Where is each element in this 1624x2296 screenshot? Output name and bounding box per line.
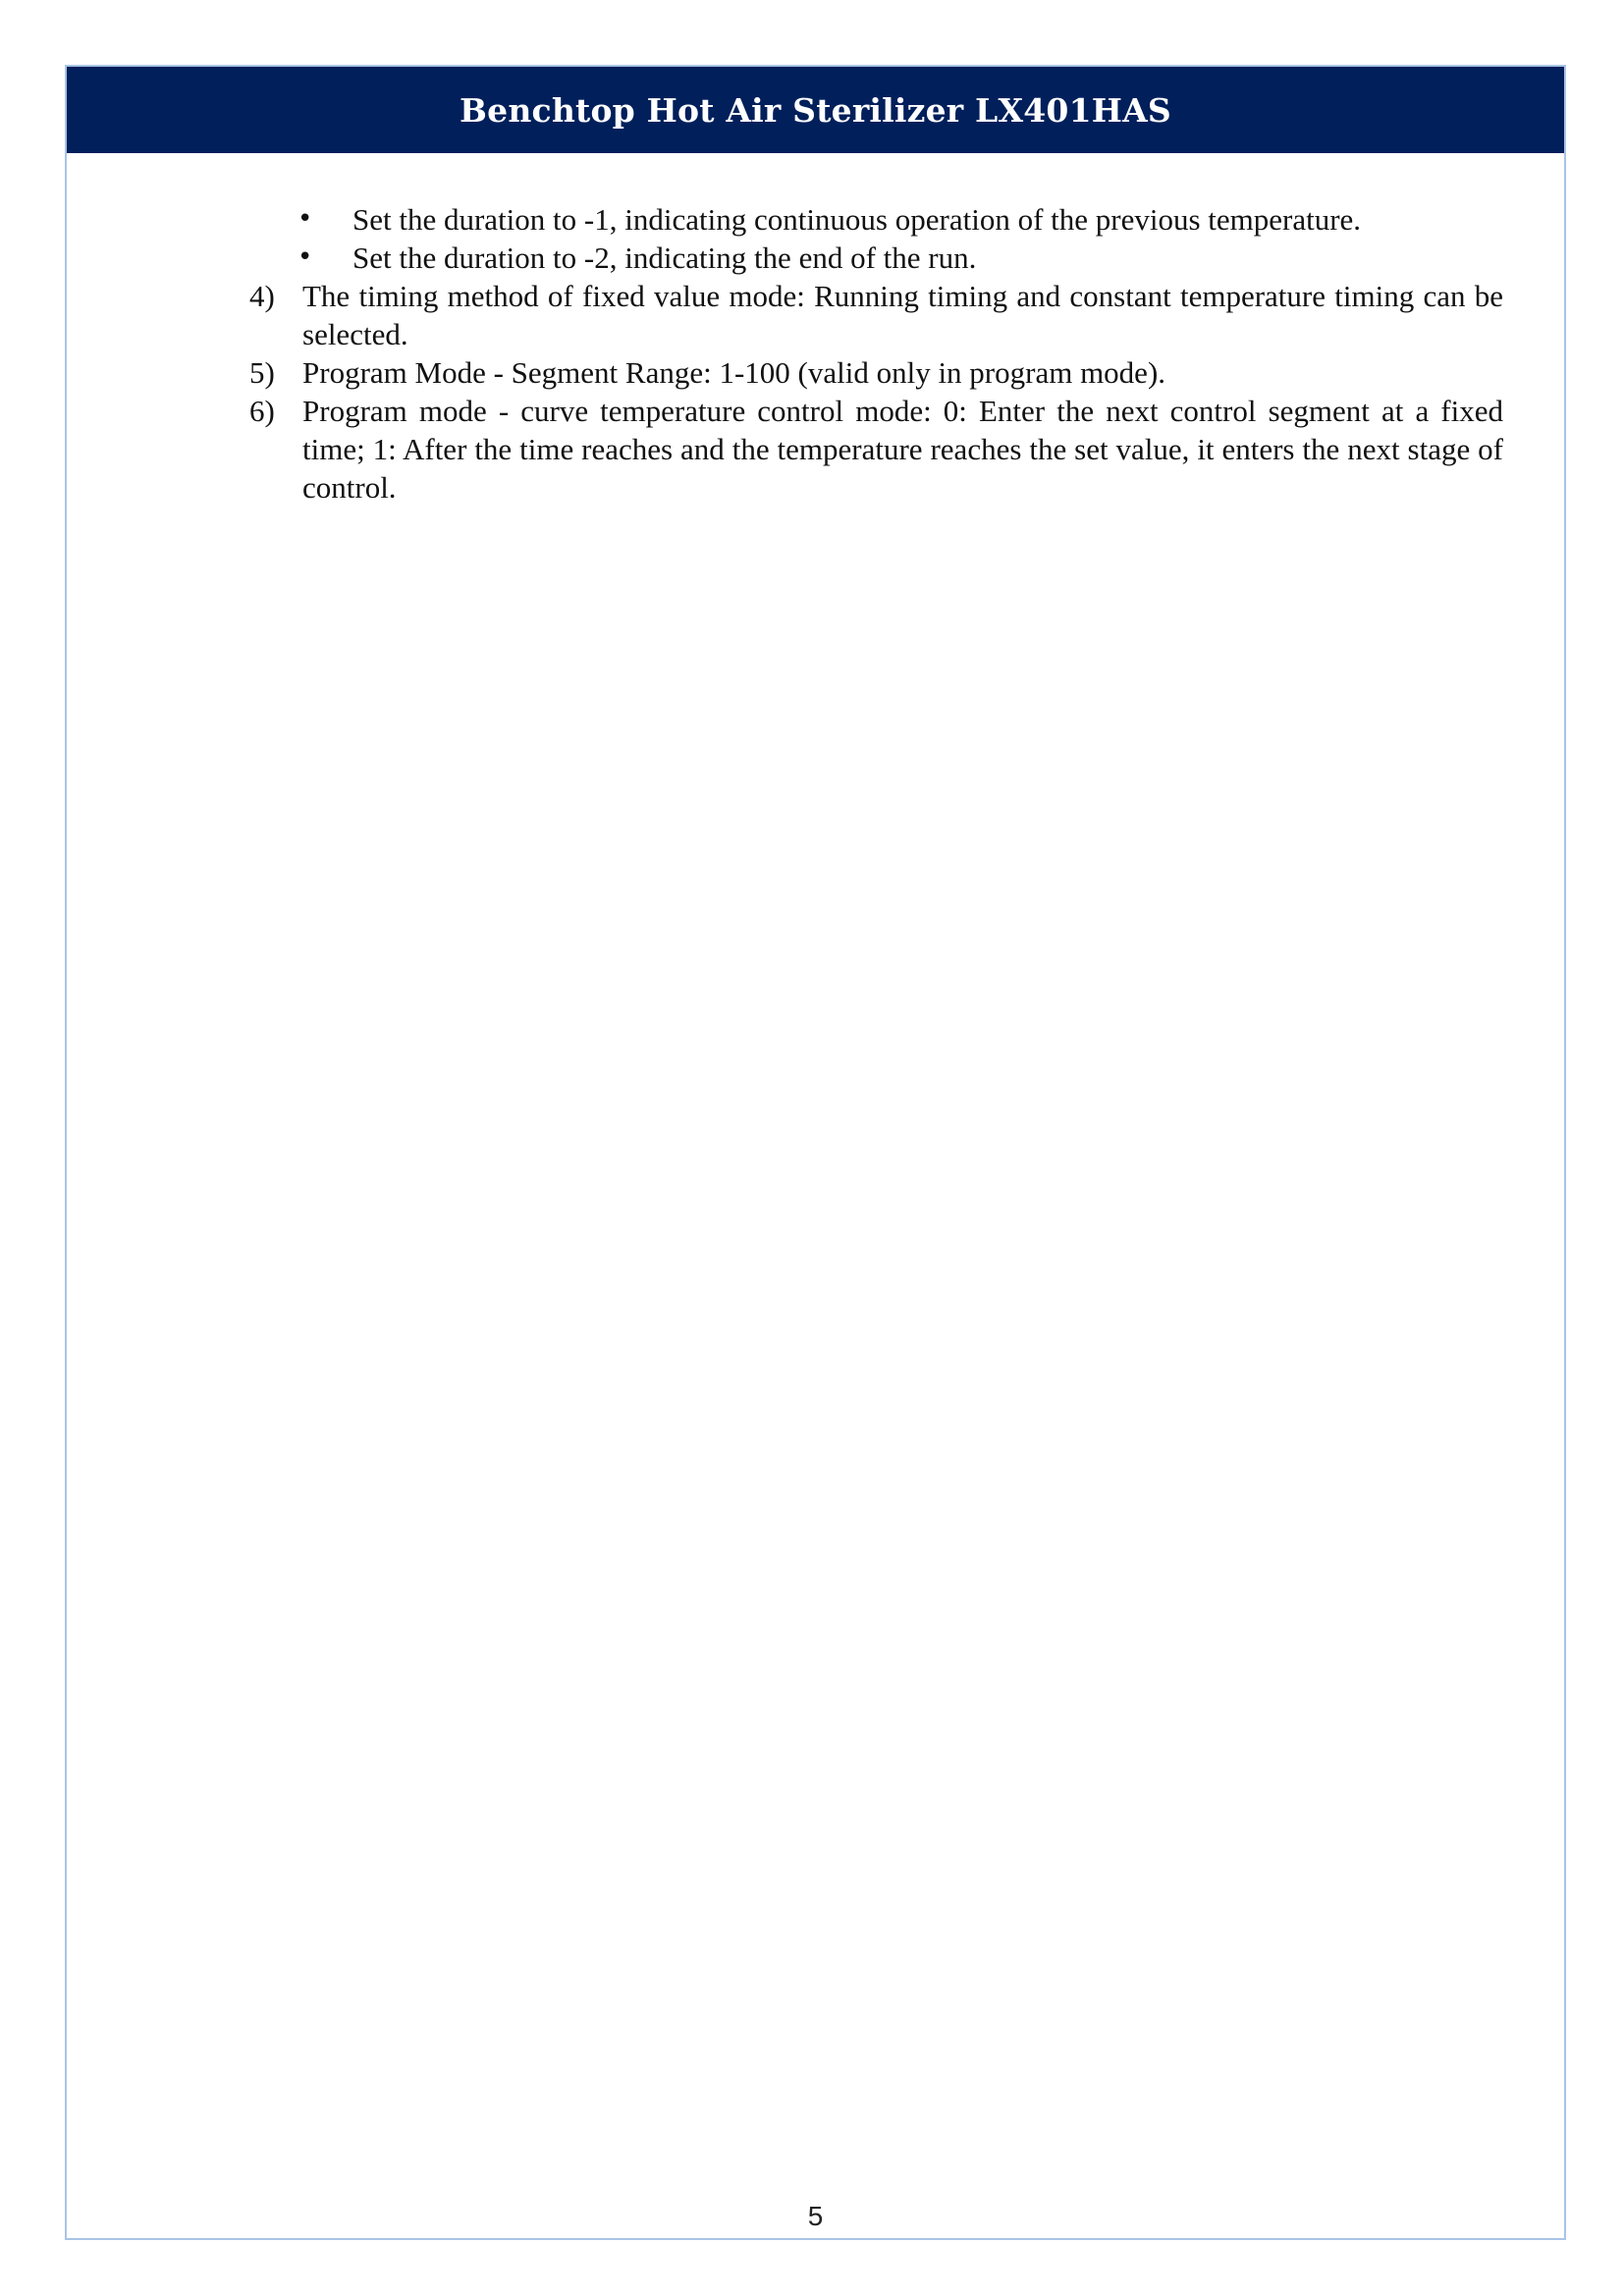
item-number: 4) (249, 279, 275, 313)
bullet-icon: • (298, 204, 313, 234)
item-number: 5) (249, 355, 275, 390)
bullet-text: Set the duration to -2, indicating the end of the run. (352, 240, 977, 275)
item-number: 6) (249, 394, 275, 428)
numbered-item (249, 353, 1503, 392)
document-title: Benchtop Hot Air Sterilizer LX401HAS (460, 90, 1171, 130)
page-number: 5 (807, 2201, 824, 2231)
numbered-item (249, 277, 1503, 353)
bullet-item (249, 200, 1503, 239)
bullet-icon: • (298, 242, 313, 272)
bullet-item (249, 239, 1503, 277)
bullet-text: Set the duration to -1, indicating continuous operation of the previous temperature. (352, 202, 1362, 237)
item-text: Program mode - curve temperature control mode: 0: Enter the next control segment at a fixed time; 1: After the time reaches and the temperature reaches the set value, it enters the next stage of control. (302, 394, 1503, 505)
header-bar (67, 67, 1564, 153)
document-body (249, 200, 1503, 507)
numbered-item (249, 392, 1503, 507)
page-frame (65, 65, 1566, 2240)
item-text: Program Mode - Segment Range: 1-100 (valid only in program mode). (302, 355, 1166, 390)
item-text: The timing method of fixed value mode: Running timing and constant temperature timing can be selected. (302, 279, 1503, 351)
